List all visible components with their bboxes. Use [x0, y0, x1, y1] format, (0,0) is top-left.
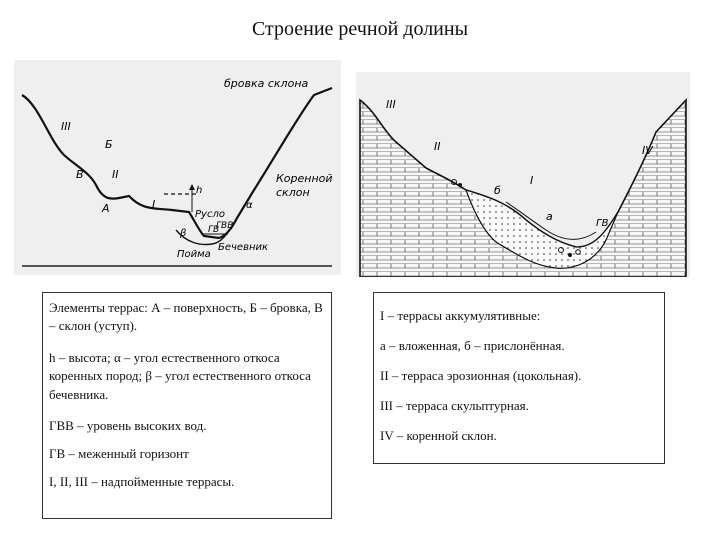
legend-terraces: I, II, III – надпойменные террасы.	[49, 474, 235, 489]
terrace-elements-legend	[42, 292, 332, 519]
valley-structure-diagram	[14, 60, 341, 275]
label-poyma: Пойма	[177, 249, 211, 260]
label-b: Б	[105, 138, 113, 151]
pebble	[458, 183, 462, 187]
valley-profile-svg	[14, 60, 341, 275]
label-bechevnik: Бечевник	[218, 242, 269, 253]
label-terrace-3: III	[386, 98, 396, 111]
label-terrace-1: I	[152, 198, 156, 211]
label-beta: β	[180, 228, 187, 239]
label-gv: ГВ	[208, 225, 220, 235]
legend-angles: h – высота; α – угол естественного откоса коренных пород; β – угол естественного откоса бечевника.	[49, 350, 311, 402]
legend-accumulative: I – террасы аккумулятивные:	[380, 308, 541, 323]
height-arrow-head	[189, 184, 195, 190]
pebble	[568, 253, 572, 257]
terrace-types-legend	[373, 292, 665, 464]
label-h: h	[196, 185, 203, 196]
legend-sculptural: III – терраса скульптурная.	[380, 398, 529, 413]
legend-elements: Элементы террас: А – поверхность, Б – бровка, В – склон (уступ).	[49, 300, 323, 334]
legend-gvv: ГВВ – уровень высоких вод.	[49, 418, 207, 433]
legend-bedrock-slope: IV – коренной склон.	[380, 428, 497, 443]
legend-inset-adjacent: а – вложенная, б – прислонённая.	[380, 338, 565, 353]
label-korennoy: Коренной	[276, 172, 333, 185]
label-terrace-4: IV	[642, 144, 653, 157]
legend-gv: ГВ – меженный горизонт	[49, 446, 189, 461]
terrace-types-diagram	[356, 72, 690, 277]
valley-profile-line	[22, 88, 332, 238]
label-v: В	[76, 168, 84, 181]
label-terrace-1: I	[530, 174, 534, 187]
slide-title: Строение речной долины	[251, 18, 469, 40]
label-ruslo: Русло	[195, 209, 225, 220]
legend-erosional: II – терраса эрозионная (цокольная).	[380, 368, 582, 383]
label-gvv: ГВВ	[216, 221, 234, 231]
label-alpha: α	[246, 200, 253, 211]
label-sklon: склон	[276, 186, 310, 199]
label-terrace-2: II	[112, 168, 119, 181]
label-a: а	[546, 210, 553, 223]
label-brovka-sklona: бровка склона	[224, 77, 309, 90]
label-gv: ГВ	[596, 218, 609, 229]
label-terrace-2: II	[434, 140, 441, 153]
label-b: б	[494, 184, 501, 197]
terrace-section-svg	[356, 72, 690, 277]
label-a: А	[102, 202, 110, 215]
label-terrace-3: III	[61, 120, 71, 133]
